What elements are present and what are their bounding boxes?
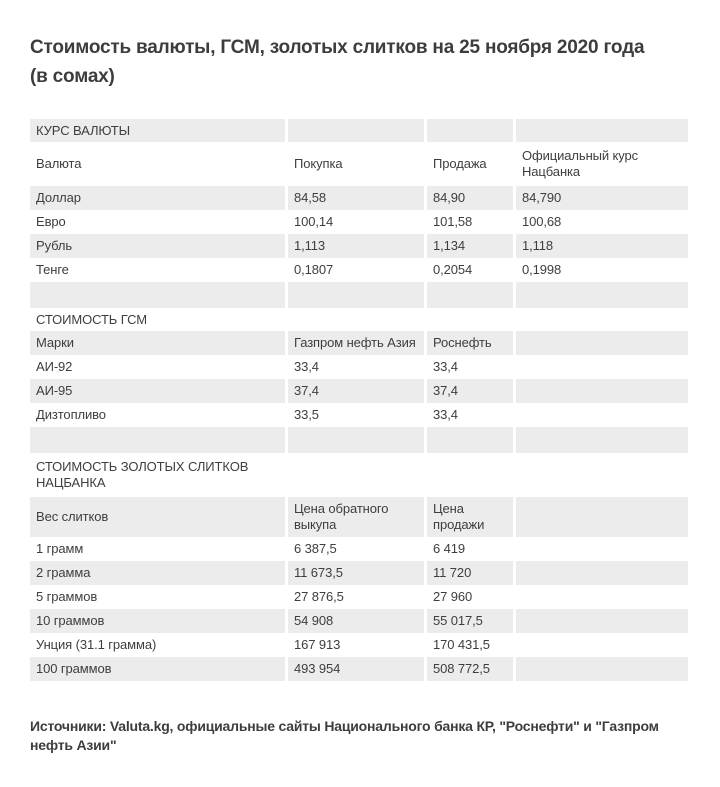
gold-sale-cell: 27 960 <box>433 589 473 604</box>
fuel-header-row <box>30 331 688 355</box>
gold-col-header-weight: Вес слитков <box>30 497 285 537</box>
empty-cell <box>427 119 513 142</box>
source-note: Источники: Valuta.kg, официальные сайты Национального банка КР, "Роснефти" и "Газпром нефть Азии" <box>30 718 659 753</box>
gold-sale-cell: 11 720 <box>427 561 513 585</box>
currency-name-cell: Рубль <box>30 234 285 258</box>
gold-buyback-cell: 493 954 <box>288 657 424 681</box>
fuel-brand-cell: АИ-92 <box>36 359 73 374</box>
empty-cell <box>516 119 688 142</box>
gold-row <box>30 657 688 681</box>
gold-weight-cell: 5 граммов <box>36 589 98 604</box>
empty-cell <box>516 427 688 453</box>
fuel-col-header-gazprom: Газпром нефть Азия <box>288 331 424 355</box>
gold-buyback-cell: 11 673,5 <box>288 561 424 585</box>
gold-sale-cell: 6 419 <box>433 541 466 556</box>
currency-sell-cell: 0,2054 <box>433 262 473 277</box>
currency-sell-cell: 84,90 <box>427 186 513 210</box>
empty-cell <box>427 308 513 331</box>
gold-row <box>30 585 688 609</box>
fuel-rosneft-cell: 37,4 <box>427 379 513 403</box>
empty-cell <box>516 609 688 633</box>
fuel-row <box>30 355 688 379</box>
currency-official-cell: 100,68 <box>522 214 562 229</box>
empty-cell <box>288 282 424 308</box>
gold-col-header-sale: Цена продажи <box>427 497 513 537</box>
page-title <box>30 33 690 91</box>
spacer-row <box>30 427 688 453</box>
gold-sale-cell: 170 431,5 <box>433 637 490 652</box>
currency-row <box>30 186 688 210</box>
gold-row <box>30 609 688 633</box>
gold-row <box>30 561 688 585</box>
currency-row <box>30 258 688 282</box>
currency-name-cell: Доллар <box>30 186 285 210</box>
currency-col-header-name: Валюта <box>36 156 82 171</box>
page-title-line1: Стоимость валюты, ГСМ, золотых слитков на 25 ноября 2020 года <box>30 37 645 58</box>
gold-weight-cell: 1 грамм <box>36 541 84 556</box>
empty-cell <box>30 282 285 308</box>
empty-cell <box>288 119 424 142</box>
fuel-row <box>30 403 688 427</box>
empty-cell <box>516 497 688 537</box>
currency-sell-cell: 101,58 <box>433 214 473 229</box>
empty-cell <box>516 633 688 657</box>
currency-buy-cell: 1,113 <box>288 234 424 258</box>
currency-col-header-sell: Продажа <box>433 156 487 171</box>
gold-sale-cell: 55 017,5 <box>427 609 513 633</box>
currency-official-cell: 1,118 <box>516 234 688 258</box>
empty-cell <box>516 379 688 403</box>
page-title-line2: (в сомах) <box>30 66 115 87</box>
empty-cell <box>516 585 688 609</box>
currency-row <box>30 210 688 234</box>
currency-official-cell: 84,790 <box>516 186 688 210</box>
gold-buyback-cell: 27 876,5 <box>294 589 344 604</box>
gold-buyback-cell: 167 913 <box>294 637 341 652</box>
empty-cell <box>516 657 688 681</box>
empty-cell <box>516 355 688 379</box>
fuel-rosneft-cell: 33,4 <box>433 407 458 422</box>
currency-col-header-official: Официальный курс Нацбанка <box>522 148 639 179</box>
currency-buy-cell: 84,58 <box>288 186 424 210</box>
empty-cell <box>516 331 688 355</box>
currency-col-header-buy: Покупка <box>294 156 343 171</box>
empty-cell <box>427 282 513 308</box>
gold-weight-cell: 2 грамма <box>30 561 285 585</box>
gold-weight-cell: 100 граммов <box>30 657 285 681</box>
empty-cell <box>516 453 688 497</box>
currency-section-row <box>30 119 688 142</box>
currency-name-cell: Евро <box>36 214 66 229</box>
empty-cell <box>516 403 688 427</box>
fuel-rosneft-cell: 33,4 <box>433 359 458 374</box>
fuel-section-title: СТОИМОСТЬ ГСМ <box>36 311 147 327</box>
currency-header-row <box>30 142 688 186</box>
fuel-section-row <box>30 308 688 331</box>
gold-section-row <box>30 453 688 497</box>
empty-cell <box>516 537 688 561</box>
fuel-brand-cell: Дизтопливо <box>36 407 106 422</box>
currency-name-cell: Тенге <box>36 262 69 277</box>
empty-cell <box>288 308 424 331</box>
gold-sale-cell: 508 772,5 <box>427 657 513 681</box>
empty-cell <box>30 427 285 453</box>
currency-official-cell: 0,1998 <box>522 262 562 277</box>
currency-buy-cell: 0,1807 <box>294 262 334 277</box>
fuel-row <box>30 379 688 403</box>
fuel-brand-cell: АИ-95 <box>30 379 285 403</box>
gold-row <box>30 537 688 561</box>
gold-buyback-cell: 54 908 <box>288 609 424 633</box>
empty-cell <box>516 282 688 308</box>
currency-buy-cell: 100,14 <box>294 214 334 229</box>
spacer-row <box>30 282 688 308</box>
empty-cell <box>427 453 513 497</box>
gold-col-header-buyback: Цена обратного выкупа <box>288 497 424 537</box>
empty-cell <box>288 427 424 453</box>
empty-cell <box>516 308 688 331</box>
fuel-col-header-brand: Марки <box>30 331 285 355</box>
gold-weight-cell: Унция (31.1 грамма) <box>36 637 157 652</box>
fuel-gazprom-cell: 33,5 <box>294 407 319 422</box>
empty-cell <box>427 427 513 453</box>
fuel-gazprom-cell: 37,4 <box>288 379 424 403</box>
currency-section-title: КУРС ВАЛЮТЫ <box>30 119 285 142</box>
empty-cell <box>516 561 688 585</box>
fuel-gazprom-cell: 33,4 <box>294 359 319 374</box>
gold-header-row <box>30 497 688 537</box>
empty-cell <box>288 453 424 497</box>
gold-buyback-cell: 6 387,5 <box>294 541 337 556</box>
currency-sell-cell: 1,134 <box>427 234 513 258</box>
gold-row <box>30 633 688 657</box>
gold-section-title: СТОИМОСТЬ ЗОЛОТЫХ СЛИТКОВ НАЦБАНКА <box>36 459 249 490</box>
fuel-col-header-rosneft: Роснефть <box>427 331 513 355</box>
price-table <box>27 119 691 681</box>
currency-row <box>30 234 688 258</box>
gold-weight-cell: 10 граммов <box>30 609 285 633</box>
